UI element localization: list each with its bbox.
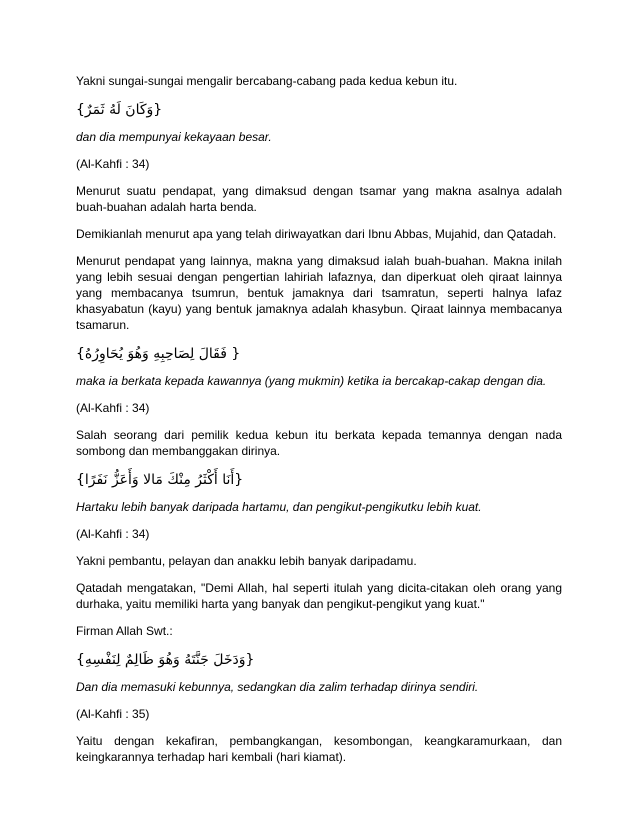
arabic-verse-wa-kana-lahu-tsamar: {وَكَانَ لَهُ ثَمَرٌ} (76, 102, 163, 118)
arabic-verse-wa-dakhala: {وَدَخَلَ جَنَّتَهُ وَهُوَ ظَالِمٌ لِنَفْسِهِ} (76, 652, 255, 668)
paragraph-tsamar-meaning: Menurut suatu pendapat, yang dimaksud dengan tsamar yang makna asalnya adalah buah-buahan adalah harta benda. (76, 184, 562, 214)
paragraph-kekafiran: Yaitu dengan kekafiran, pembangkangan, kesombongan, keangkaramurkaan, dan keingkarannya terhadap hari kembali (hari kiamat). (76, 734, 562, 764)
paragraph-qatadah: Qatadah mengatakan, "Demi Allah, hal seperti itulah yang dicita-citakan oleh orang yang durhaka, yaitu memiliki harta yang banyak dan pengikut-pengikut yang kuat." (76, 581, 562, 611)
paragraph-sombong: Salah seorang dari pemilik kedua kebun itu berkata kepada temannya dengan nada sombong dan membanggakan dirinya. (76, 428, 562, 458)
paragraph-pembantu: Yakni pembantu, pelayan dan anakku lebih banyak daripadamu. (76, 554, 417, 568)
paragraph-rivers: Yakni sungai-sungai mengalir bercabang-cabang pada kedua kebun itu. (76, 74, 458, 88)
translation-memasuki: Dan dia memasuki kebunnya, sedangkan dia zalim terhadap dirinya sendiri. (76, 680, 479, 694)
verse-reference: (Al-Kahfi : 35) (76, 707, 150, 721)
translation-hartaku: Hartaku lebih banyak daripada hartamu, dan pengikut-pengikutku lebih kuat. (76, 500, 482, 514)
arabic-verse-faqala: { فَقَالَ لِصَاحِبِهِ وَهُوَ يُحَاوِرُهُ} (76, 346, 241, 362)
verse-reference: (Al-Kahfi : 34) (76, 157, 150, 171)
verse-reference: (Al-Kahfi : 34) (76, 401, 150, 415)
paragraph-riwayat: Demikianlah menurut apa yang telah diriwayatkan dari Ibnu Abbas, Mujahid, dan Qatadah. (76, 227, 557, 241)
paragraph-qiraat: Menurut pendapat yang lainnya, makna yang dimaksud ialah buah-buahan. Makna inilah yang lebih sesuai dengan pengertian lahiriah lafaznya, dan diperkuat oleh qiraat lainnya yang membacanya tsumrun, bentuk jamaknya dari tsamratun, seperti halnya lafaz khasyabatun (kayu) yang bentuk jamaknya adalah khasybun. Qiraat lainnya membacanya tsamarun. (76, 254, 562, 332)
verse-reference: (Al-Kahfi : 34) (76, 527, 150, 541)
translation-kekayaan: dan dia mempunyai kekayaan besar. (76, 130, 272, 144)
translation-berkata: maka ia berkata kepada kawannya (yang mukmin) ketika ia bercakap-cakap dengan dia. (76, 374, 547, 388)
arabic-verse-ana-aktsaru: {أَنَا أَكْثَرُ مِنْكَ مَالا وَأَعَزُّ نَفَرًا} (76, 472, 244, 488)
paragraph-firman: Firman Allah Swt.: (76, 624, 173, 638)
